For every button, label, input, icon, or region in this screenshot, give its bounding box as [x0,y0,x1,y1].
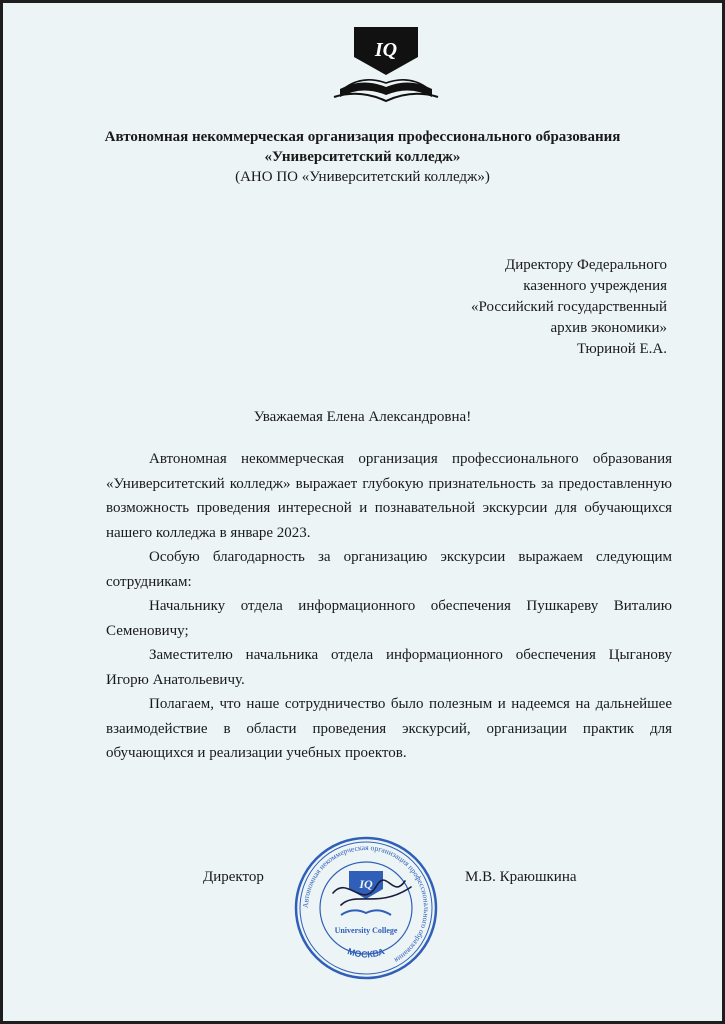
org-short-name: (АНО ПО «Университетский колледж») [235,169,490,185]
signatory-name: М.В. Краюшкина [465,869,577,885]
svg-text:МОСКВА: МОСКВА [346,946,386,960]
svg-text:IQ: IQ [359,877,373,891]
signatory-title: Директор [203,869,264,885]
svg-text:IQ: IQ [374,39,398,61]
official-stamp [293,835,439,981]
addressee-block [471,255,667,360]
addressee-line3: «Российский государственный [471,299,667,315]
letter-body [106,447,672,766]
svg-text:University College: University College [334,926,398,935]
org-name-line2: «Университетский колледж» [264,149,461,165]
greeting: Уважаемая Елена Александровна! [253,409,472,425]
svg-text:Автономная некоммерческая орга: Автономная некоммерческая организация профессионального образования [300,842,432,965]
org-name-line1: Автономная некоммерческая организация профессионального образования [104,129,621,145]
body-paragraph-2: Особую благодарность за организацию экскурсии выражаем следующим сотрудникам: [106,549,672,590]
college-logo [332,23,440,105]
body-paragraph-3: Начальнику отдела информационного обеспечения Пушкареву Виталию Семеновичу; [106,598,672,639]
addressee-line4: архив экономики» [550,320,667,336]
body-paragraph-5: Полагаем, что наше сотрудничество было полезным и надеемся на дальнейшее взаимодействие в области проведения экскурсий, организации практик для обучающихся и реализации учебных проектов. [106,696,672,761]
body-paragraph-4: Заместителю начальника отдела информационного обеспечения Цыганову Игорю Анатольевичу. [106,647,672,688]
addressee-line5: Тюриной Е.А. [577,341,667,357]
body-paragraph-1: Автономная некоммерческая организация профессионального образования «Университетский колледж» выражает глубокую признательность за предоставленную возможность проведения интересной и познавательной экскурсии для обучающихся нашего колледжа в январе 2023. [106,451,672,541]
organization-header [3,127,722,187]
addressee-line1: Директору Федерального [505,257,667,273]
addressee-line2: казенного учреждения [523,278,667,294]
